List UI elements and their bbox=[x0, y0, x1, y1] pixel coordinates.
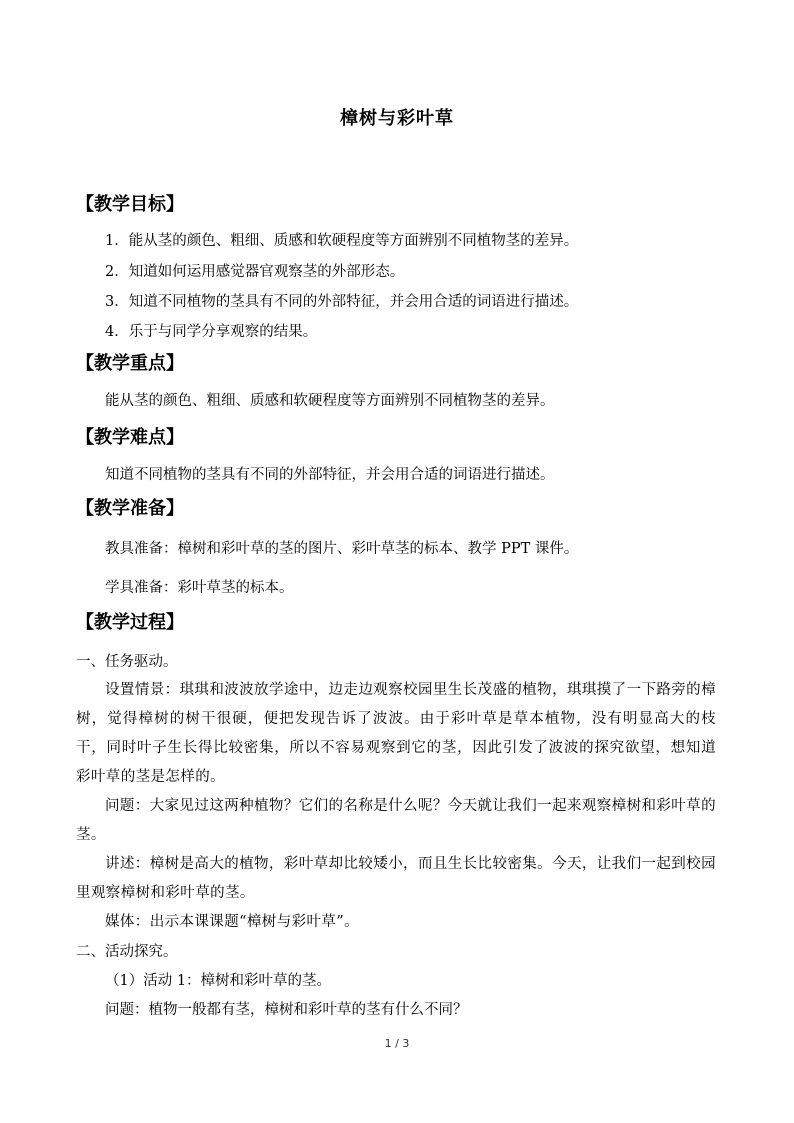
objectives-heading: 【教学目标】 bbox=[76, 194, 184, 215]
page-number: 1 / 3 bbox=[384, 1037, 410, 1050]
preparation-heading: 【教学准备】 bbox=[76, 498, 184, 519]
teacher-preparation: 教具准备：樟树和彩叶草的茎的图片、彩叶草茎的标本、教学 PPT 课件。 bbox=[105, 541, 579, 557]
objective-item-4: 4．乐于与同学分享观察的结果。 bbox=[105, 324, 318, 340]
difficulties-heading: 【教学难点】 bbox=[76, 427, 184, 448]
key-points-text: 能从茎的颜色、粗细、质感和软硬程度等方面辨别不同植物茎的差异。 bbox=[105, 393, 555, 409]
question2-line: 问题：植物一般都有茎，樟树和彩叶草的茎有什么不同？ bbox=[105, 1002, 468, 1018]
scenario-paragraph: 设置情景：琪琪和波波放学途中，边走边观察校园里生长茂盛的植物，琪琪摸了一下路旁的樟树，觉得樟树的树干很硬，便把发现告诉了波波。由于彩叶草是草本植物，没有明显高大的枝干，同时叶子生长得比较密集，所以不容易观察到它的茎，因此引发了波波的探究欲望，想知道彩叶草的茎是怎样的。 bbox=[76, 682, 716, 785]
part2-title: 二、活动探究。 bbox=[76, 944, 178, 960]
question1-paragraph: 问题：大家见过这两种植物？它们的名称是什么呢？今天就让我们一起来观察樟树和彩叶草的茎。 bbox=[76, 798, 716, 843]
student-preparation: 学具准备：彩叶草茎的标本。 bbox=[105, 580, 294, 596]
key-points-heading: 【教学重点】 bbox=[76, 353, 184, 374]
process-heading: 【教学过程】 bbox=[76, 612, 184, 633]
media-paragraph: 媒体：出示本课课题“樟树与彩叶草”。 bbox=[105, 914, 360, 930]
objective-item-2: 2．知道如何运用感觉器官观察茎的外部形态。 bbox=[105, 264, 405, 280]
objective-item-3: 3．知道不同植物的茎具有不同的外部特征，并会用合适的词语进行描述。 bbox=[105, 294, 579, 310]
activity1-line: （1）活动 1：樟树和彩叶草的茎。 bbox=[105, 973, 332, 989]
part1-title: 一、任务驱动。 bbox=[76, 654, 178, 670]
objective-item-1: 1．能从茎的颜色、粗细、质感和软硬程度等方面辨别不同植物茎的差异。 bbox=[105, 233, 579, 249]
document-title: 樟树与彩叶草 bbox=[340, 108, 454, 129]
difficulties-text: 知道不同植物的茎具有不同的外部特征，并会用合适的词语进行描述。 bbox=[105, 467, 555, 483]
explain-paragraph: 讲述：樟树是高大的植物，彩叶草却比较矮小，而且生长比较密集。今天，让我们一起到校园里观察樟树和彩叶草的茎。 bbox=[76, 856, 716, 901]
